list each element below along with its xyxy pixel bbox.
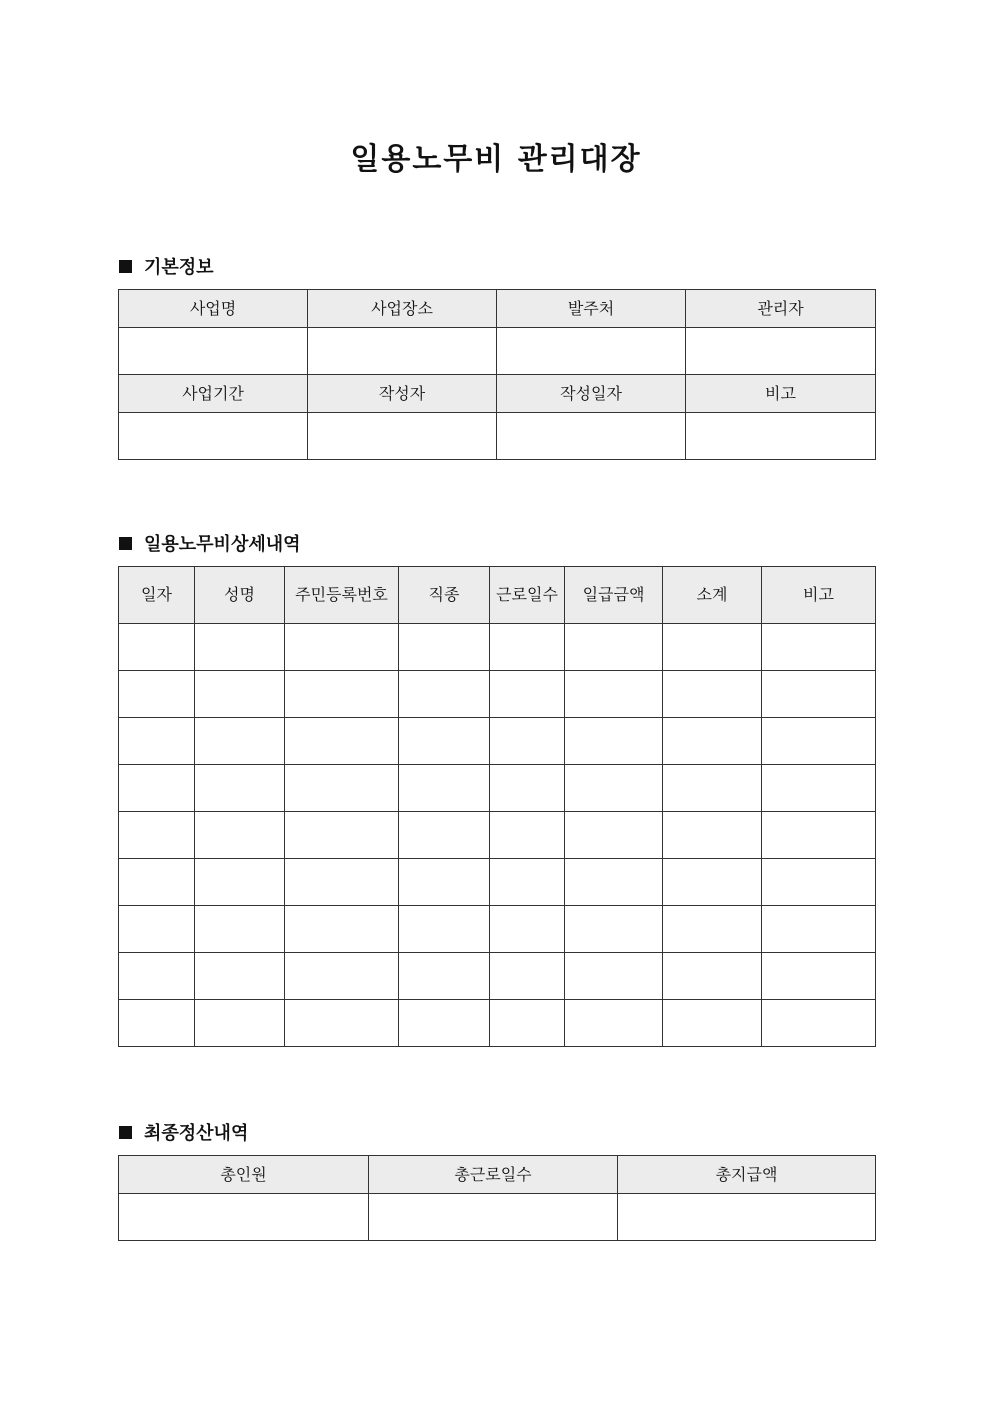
- table-header-row: [119, 290, 876, 328]
- table-cell[interactable]: [399, 812, 490, 859]
- input-cell-date-written[interactable]: [497, 413, 686, 460]
- header-cell-project-name: 사업명: [119, 290, 308, 328]
- table-cell[interactable]: [490, 718, 565, 765]
- header-cell-subtotal: 소계: [663, 567, 762, 624]
- table-input-row: [119, 328, 876, 375]
- header-cell-project-period: 사업기간: [119, 375, 308, 413]
- table-cell[interactable]: [285, 859, 399, 906]
- input-cell-total-payment[interactable]: [618, 1194, 876, 1241]
- table-cell[interactable]: [399, 906, 490, 953]
- table-row: [119, 859, 876, 906]
- table-header-row: [119, 567, 876, 624]
- table-cell[interactable]: [490, 624, 565, 671]
- header-cell-date: 일자: [119, 567, 195, 624]
- table-cell[interactable]: [399, 1000, 490, 1047]
- table-header-row: [119, 375, 876, 413]
- settlement-table: [118, 1155, 876, 1241]
- table-cell[interactable]: [119, 812, 195, 859]
- page-title: 일용노무비 관리대장: [350, 142, 642, 177]
- table-cell[interactable]: [195, 953, 285, 1000]
- table-cell[interactable]: [195, 812, 285, 859]
- section-heading-basic-info: [119, 253, 214, 279]
- table-cell[interactable]: [663, 1000, 762, 1047]
- table-cell[interactable]: [490, 812, 565, 859]
- table-input-row: [119, 413, 876, 460]
- basic-info-table: [118, 289, 876, 460]
- section-heading-label: 일용노무비상세내역: [144, 534, 301, 555]
- table-row: [119, 765, 876, 812]
- header-cell-work-days: 근로일수: [490, 567, 565, 624]
- table-cell[interactable]: [565, 1000, 663, 1047]
- table-cell[interactable]: [762, 812, 876, 859]
- table-cell[interactable]: [762, 859, 876, 906]
- table-cell[interactable]: [663, 859, 762, 906]
- table-cell[interactable]: [119, 671, 195, 718]
- table-cell[interactable]: [762, 765, 876, 812]
- table-cell[interactable]: [399, 624, 490, 671]
- table-row: [119, 906, 876, 953]
- header-cell-occupation: 직종: [399, 567, 490, 624]
- table-cell[interactable]: [490, 671, 565, 718]
- input-cell-project-location[interactable]: [308, 328, 497, 375]
- table-cell[interactable]: [565, 671, 663, 718]
- table-cell[interactable]: [565, 953, 663, 1000]
- header-cell-remarks: 비고: [762, 567, 876, 624]
- header-cell-date-written: 작성일자: [497, 375, 686, 413]
- table-cell[interactable]: [663, 718, 762, 765]
- header-cell-total-payment: 총지급액: [618, 1156, 876, 1194]
- table-row: [119, 718, 876, 765]
- table-cell[interactable]: [663, 624, 762, 671]
- header-cell-client: 발주처: [497, 290, 686, 328]
- table-cell[interactable]: [285, 765, 399, 812]
- section-heading-settlement: [119, 1119, 248, 1145]
- table-cell[interactable]: [195, 906, 285, 953]
- table-cell[interactable]: [119, 859, 195, 906]
- header-cell-remarks: 비고: [686, 375, 876, 413]
- table-cell[interactable]: [285, 953, 399, 1000]
- header-cell-total-work-days: 총근로일수: [369, 1156, 618, 1194]
- table-cell[interactable]: [195, 671, 285, 718]
- table-row: [119, 671, 876, 718]
- table-cell[interactable]: [663, 953, 762, 1000]
- table-header-row: [119, 1156, 876, 1194]
- table-row: [119, 1000, 876, 1047]
- table-cell[interactable]: [762, 624, 876, 671]
- table-cell[interactable]: [285, 624, 399, 671]
- table-cell[interactable]: [663, 671, 762, 718]
- header-cell-resident-number: 주민등록번호: [285, 567, 399, 624]
- table-cell[interactable]: [762, 718, 876, 765]
- table-cell[interactable]: [762, 906, 876, 953]
- table-row: [119, 624, 876, 671]
- table-cell[interactable]: [399, 671, 490, 718]
- table-cell[interactable]: [195, 1000, 285, 1047]
- header-cell-project-location: 사업장소: [308, 290, 497, 328]
- section-heading-label: 기본정보: [144, 257, 214, 278]
- table-cell[interactable]: [762, 1000, 876, 1047]
- table-cell[interactable]: [490, 765, 565, 812]
- table-cell[interactable]: [490, 953, 565, 1000]
- input-cell-author[interactable]: [308, 413, 497, 460]
- detail-table: [118, 566, 876, 1047]
- table-cell[interactable]: [195, 765, 285, 812]
- table-cell[interactable]: [565, 859, 663, 906]
- header-cell-manager: 관리자: [686, 290, 876, 328]
- detail-table-body: [119, 624, 876, 1047]
- table-cell[interactable]: [119, 765, 195, 812]
- table-cell[interactable]: [565, 812, 663, 859]
- table-cell[interactable]: [565, 624, 663, 671]
- table-cell[interactable]: [119, 718, 195, 765]
- table-cell[interactable]: [762, 953, 876, 1000]
- table-cell[interactable]: [285, 671, 399, 718]
- table-cell[interactable]: [490, 1000, 565, 1047]
- table-cell[interactable]: [195, 624, 285, 671]
- section-heading-detail: [119, 530, 301, 556]
- table-cell[interactable]: [663, 812, 762, 859]
- table-cell[interactable]: [285, 718, 399, 765]
- square-bullet-icon: [119, 260, 132, 273]
- input-cell-manager[interactable]: [686, 328, 876, 375]
- table-cell[interactable]: [285, 812, 399, 859]
- table-cell[interactable]: [119, 1000, 195, 1047]
- table-cell[interactable]: [285, 906, 399, 953]
- square-bullet-icon: [119, 1126, 132, 1139]
- table-cell[interactable]: [490, 859, 565, 906]
- table-cell[interactable]: [399, 718, 490, 765]
- table-cell[interactable]: [119, 624, 195, 671]
- table-cell[interactable]: [762, 671, 876, 718]
- table-cell[interactable]: [399, 859, 490, 906]
- input-cell-total-personnel[interactable]: [119, 1194, 369, 1241]
- table-cell[interactable]: [565, 906, 663, 953]
- table-input-row: [119, 1194, 876, 1241]
- table-cell[interactable]: [399, 765, 490, 812]
- table-cell[interactable]: [565, 718, 663, 765]
- section-heading-label: 최종정산내역: [144, 1123, 249, 1144]
- header-cell-total-personnel: 총인원: [119, 1156, 369, 1194]
- table-cell[interactable]: [285, 1000, 399, 1047]
- table-cell[interactable]: [663, 765, 762, 812]
- table-row: [119, 953, 876, 1000]
- table-cell[interactable]: [490, 906, 565, 953]
- input-cell-project-name[interactable]: [119, 328, 308, 375]
- input-cell-remarks[interactable]: [686, 413, 876, 460]
- header-cell-daily-wage: 일급금액: [565, 567, 663, 624]
- square-bullet-icon: [119, 537, 132, 550]
- table-row: [119, 812, 876, 859]
- table-cell[interactable]: [195, 718, 285, 765]
- input-cell-total-work-days[interactable]: [369, 1194, 618, 1241]
- table-cell[interactable]: [195, 859, 285, 906]
- table-cell[interactable]: [399, 953, 490, 1000]
- input-cell-project-period[interactable]: [119, 413, 308, 460]
- header-cell-author: 작성자: [308, 375, 497, 413]
- table-cell[interactable]: [565, 765, 663, 812]
- table-cell[interactable]: [663, 906, 762, 953]
- table-cell[interactable]: [119, 953, 195, 1000]
- input-cell-client[interactable]: [497, 328, 686, 375]
- table-cell[interactable]: [119, 906, 195, 953]
- header-cell-name: 성명: [195, 567, 285, 624]
